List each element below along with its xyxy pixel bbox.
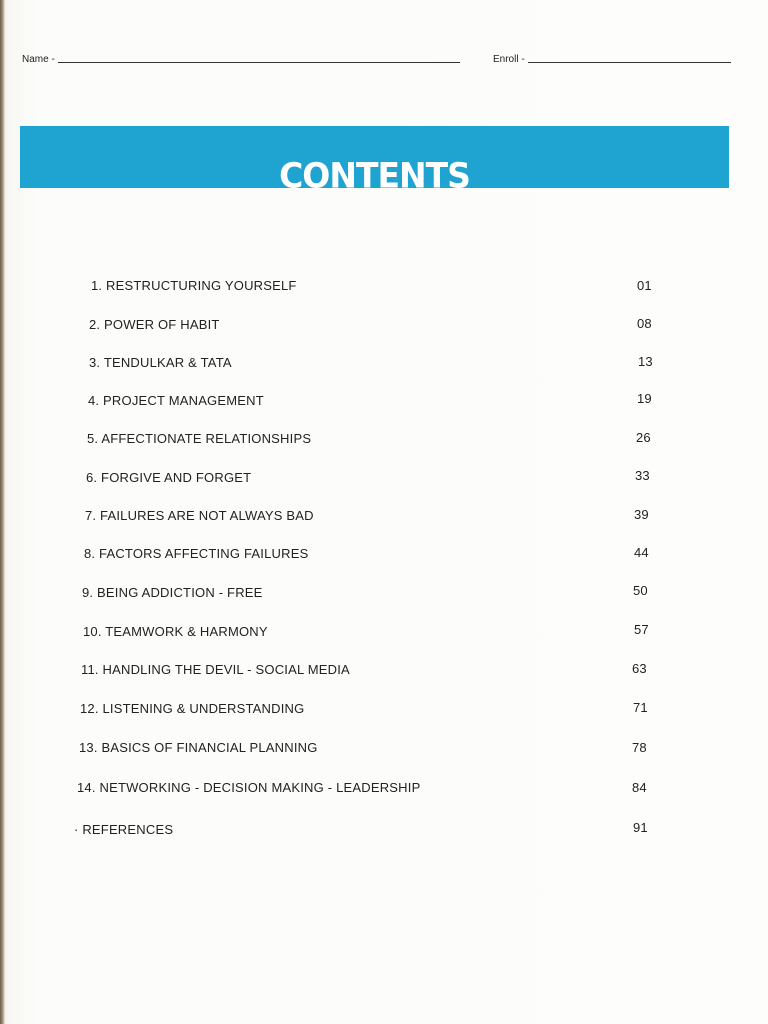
- toc-entry-title: 14. NETWORKING - DECISION MAKING - LEADERSHIP: [77, 780, 421, 795]
- toc-entry-title: 13. BASICS OF FINANCIAL PLANNING: [79, 740, 318, 755]
- toc-entry-title: 12. LISTENING & UNDERSTANDING: [80, 701, 305, 716]
- enroll-field-line: [493, 54, 731, 65]
- toc-entry-page: 39: [634, 507, 649, 522]
- toc-entry-page: 19: [637, 391, 652, 406]
- toc-entry-page: 91: [633, 820, 648, 835]
- toc-entry-title: 6. FORGIVE AND FORGET: [86, 470, 252, 485]
- toc-entry-page: 71: [633, 700, 648, 715]
- toc-entry-title: 4. PROJECT MANAGEMENT: [88, 393, 264, 408]
- enroll-label: Enroll -: [493, 54, 525, 65]
- toc-entry-page: 78: [632, 740, 647, 755]
- toc-entry-title: 1. RESTRUCTURING YOURSELF: [91, 278, 297, 293]
- toc-entry-title: · REFERENCES: [74, 822, 174, 837]
- toc-entry-page: 84: [632, 780, 647, 795]
- toc-entry-page: 63: [632, 661, 647, 676]
- toc-entry-title: 3. TENDULKAR & TATA: [89, 355, 232, 370]
- toc-entry-title: 2. POWER OF HABIT: [89, 317, 220, 332]
- enroll-blank-line: [528, 54, 731, 63]
- page-title: CONTENTS: [279, 155, 470, 188]
- name-label: Name -: [22, 54, 55, 65]
- page-binding-edge: [0, 0, 5, 1024]
- toc-entry-page: 08: [637, 316, 652, 331]
- toc-entry-page: 01: [637, 278, 652, 293]
- toc-entry-page: 44: [634, 545, 649, 560]
- name-blank-line: [58, 54, 460, 63]
- toc-entry-page: 50: [633, 583, 648, 598]
- toc-entry-page: 13: [638, 354, 653, 369]
- toc-entry-title: 11. HANDLING THE DEVIL - SOCIAL MEDIA: [81, 662, 350, 677]
- toc-entry-title: 8. FACTORS AFFECTING FAILURES: [84, 546, 309, 561]
- toc-entry-title: 10. TEAMWORK & HARMONY: [83, 624, 268, 639]
- toc-entry-page: 26: [636, 430, 651, 445]
- toc-entry-page: 33: [635, 468, 650, 483]
- contents-banner: [20, 126, 729, 188]
- toc-entry-title: 5. AFFECTIONATE RELATIONSHIPS: [87, 431, 312, 446]
- toc-entry-page: 57: [634, 622, 649, 637]
- toc-entry-title: 9. BEING ADDICTION - FREE: [82, 585, 263, 600]
- toc-entry-title: 7. FAILURES ARE NOT ALWAYS BAD: [85, 508, 314, 523]
- name-field-line: [22, 54, 460, 65]
